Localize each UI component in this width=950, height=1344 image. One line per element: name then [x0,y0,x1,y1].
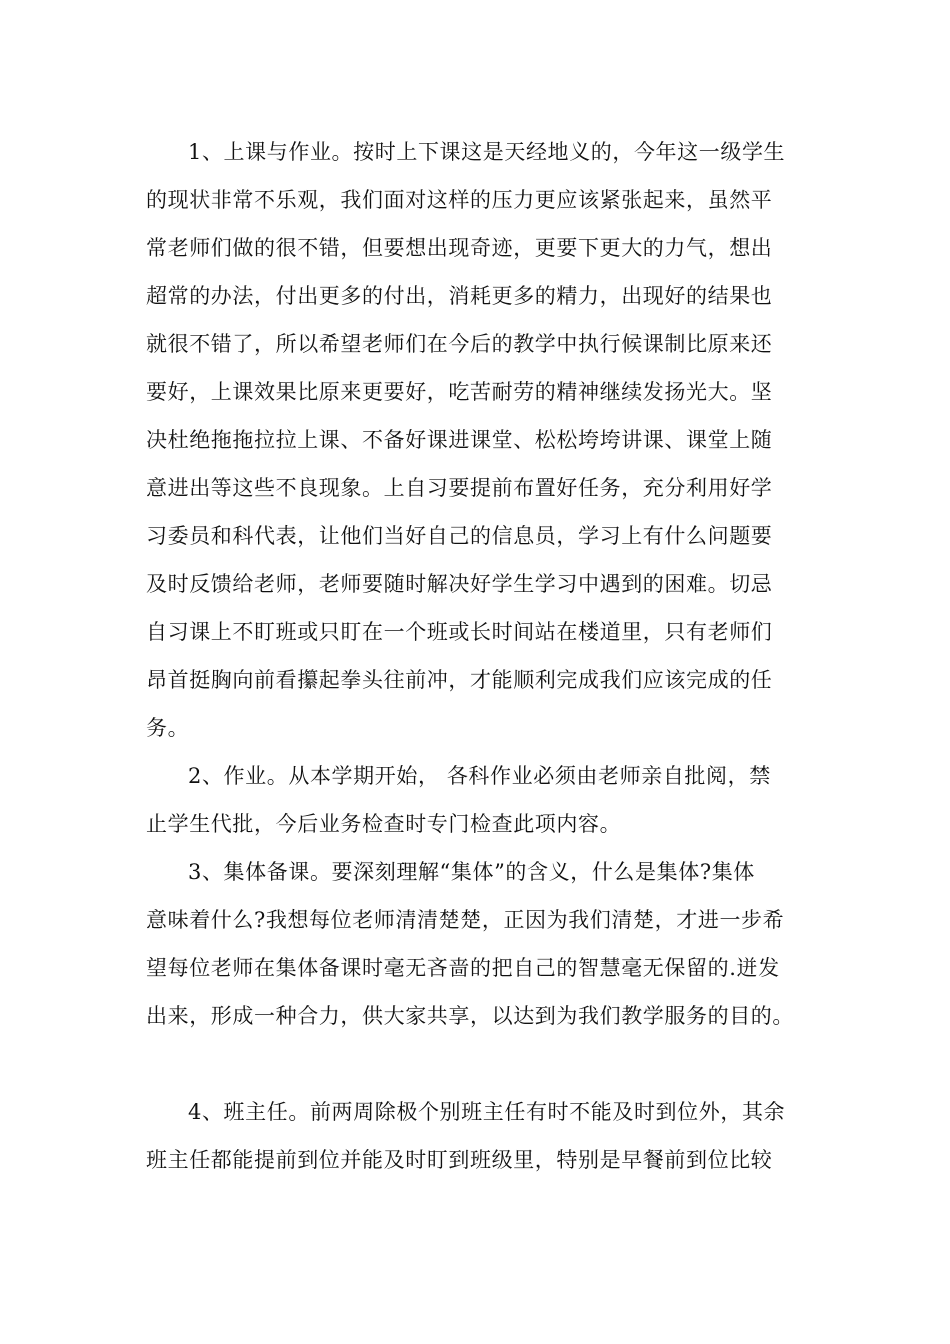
paragraph-1-line-7: 决杜绝拖拖拉拉上课、不备好课进课堂、松松垮垮讲课、课堂上随 [146,428,773,452]
paragraph-1-line-9: 习委员和科代表，让他们当好自己的信息员，学习上有什么问题要 [146,524,773,548]
paragraph-1-line-6: 要好，上课效果比原来更要好，吃苦耐劳的精神继续发扬光大。坚 [146,380,773,404]
paragraph-1-line-2: 的现状非常不乐观，我们面对这样的压力更应该紧张起来，虽然平 [146,188,773,212]
paragraph-4-line-2: 班主任都能提前到位并能及时盯到班级里，特别是早餐前到位比较 [146,1148,773,1172]
paragraph-3-line-4: 出来，形成一种合力，供大家共享，以达到为我们教学服务的目的。 [146,1004,794,1028]
paragraph-1-line-5: 就很不错了，所以希望老师们在今后的教学中执行候课制比原来还 [146,332,773,356]
paragraph-1-line-3: 常老师们做的很不错，但要想出现奇迹，更要下更大的力气，想出 [146,236,773,260]
paragraph-1-line-4: 超常的办法，付出更多的付出，消耗更多的精力，出现好的结果也 [146,284,773,308]
paragraph-3-line-1: 3、集体备课。要深刻理解“集体”的含义，什么是集体?集体 [188,860,755,884]
paragraph-1-line-12: 昂首挺胸向前看攥起拳头往前冲，才能顺利完成我们应该完成的任 [146,668,773,692]
paragraph-2-line-1: 2、作业。从本学期开始， 各科作业必须由老师亲自批阅，禁 [188,764,771,788]
paragraph-2-line-2: 止学生代批，今后业务检查时专门检查此项内容。 [146,812,622,836]
paragraph-1-line-13: 务。 [146,716,190,740]
paragraph-1-line-10: 及时反馈给老师，老师要随时解决好学生学习中遇到的困难。切忌 [146,572,773,596]
paragraph-1-line-11: 自习课上不盯班或只盯在一个班或长时间站在楼道里，只有老师们 [146,620,773,644]
paragraph-3-line-2: 意味着什么?我想每位老师清清楚楚，正因为我们清楚，才进一步希 [146,908,785,932]
paragraph-1-line-1: 1、上课与作业。按时上下课这是天经地义的，今年这一级学生 [188,140,786,164]
paragraph-4-line-1: 4、班主任。前两周除极个别班主任有时不能及时到位外，其余 [188,1100,786,1124]
paragraph-3-line-3: 望每位老师在集体备课时毫无吝啬的把自己的智慧毫无保留的.迸发 [146,956,780,980]
paragraph-1-line-8: 意进出等这些不良现象。上自习要提前布置好任务，充分利用好学 [146,476,773,500]
